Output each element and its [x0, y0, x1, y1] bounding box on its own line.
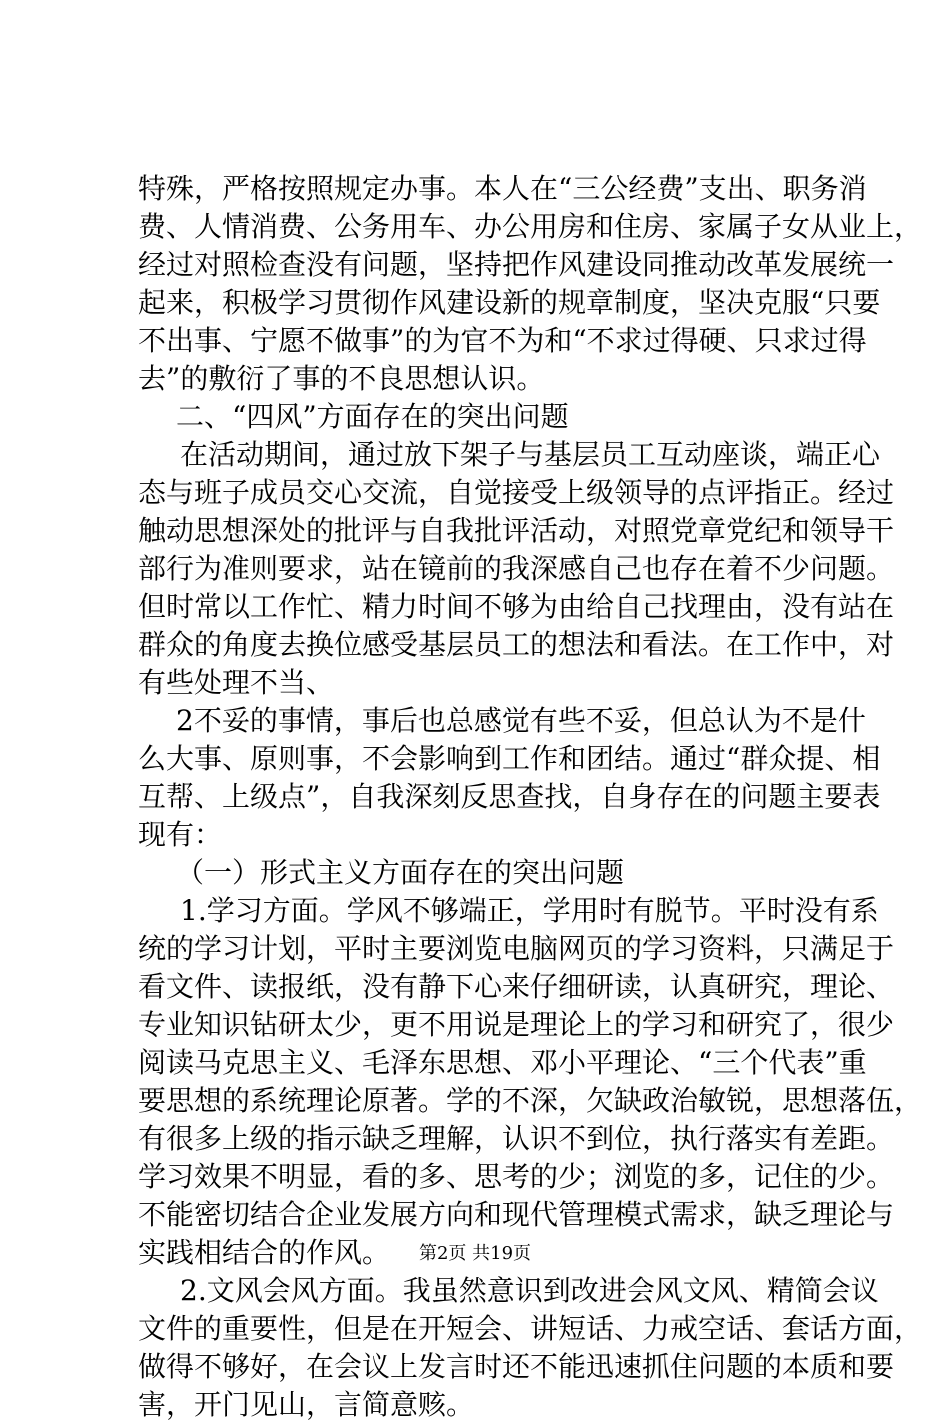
text-line: 触动思想深处的批评与自我批评活动，对照党章党纪和领导干 — [138, 514, 895, 547]
text-line: 2.文风会风方面。我虽然意识到改进会风文风、精简会议 — [180, 1274, 879, 1307]
text-line: 经过对照检查没有问题，坚持把作风建设同推动改革发展统一 — [138, 248, 895, 281]
text-line: 不出事、宁愿不做事”的为官不为和“不求过得硬、只求过得 — [138, 324, 867, 357]
text-line: 特殊，严格按照规定办事。本人在“三公经费”支出、职务消 — [138, 172, 867, 205]
text-line: 么大事、原则事，不会影响到工作和团结。通过“群众提、相 — [138, 742, 881, 775]
text-line: 1.学习方面。学风不够端正，学用时有脱节。平时没有系 — [180, 894, 879, 927]
text-line: 做得不够好，在会议上发言时还不能迅速抓住问题的本质和要 — [138, 1350, 895, 1383]
text-line: 统的学习计划，平时主要浏览电脑网页的学习资料，只满足于 — [138, 932, 895, 965]
text-line: 文件的重要性，但是在开短会、讲短话、力戒空话、套话方面， — [138, 1312, 923, 1345]
text-line: 2不妥的事情，事后也总感觉有些不妥，但总认为不是什 — [176, 704, 866, 737]
text-line: 看文件、读报纸，没有静下心来仔细研读，认真研究，理论、 — [138, 970, 895, 1003]
text-line: 态与班子成员交心交流，自觉接受上级领导的点评指正。经过 — [138, 476, 895, 509]
text-line: 互帮、上级点”，自我深刻反思查找，自身存在的问题主要表 — [138, 780, 881, 813]
text-line: 去”的敷衍了事的不良思想认识。 — [138, 362, 545, 395]
text-line: 不能密切结合企业发展方向和现代管理模式需求，缺乏理论与 — [138, 1198, 895, 1231]
text-line: 但时常以工作忙、精力时间不够为由给自己找理由，没有站在 — [138, 590, 895, 623]
text-line: 要思想的系统理论原著。学的不深，欠缺政治敏锐，思想落伍， — [138, 1084, 923, 1117]
text-line: 群众的角度去换位感受基层员工的想法和看法。在工作中，对 — [138, 628, 895, 661]
text-line: 二、“四风”方面存在的突出问题 — [176, 400, 569, 433]
text-line: 起来，积极学习贯彻作风建设新的规章制度，坚决克服“只要 — [138, 286, 881, 319]
text-line: 阅读马克思主义、毛泽东思想、邓小平理论、“三个代表”重 — [138, 1046, 867, 1079]
text-line: 部行为准则要求，站在镜前的我深感自己也存在着不少问题。 — [138, 552, 895, 585]
text-line: 费、人情消费、公务用车、办公用房和住房、家属子女从业上， — [138, 210, 923, 243]
text-line: 现有： — [138, 818, 223, 851]
text-line: 学习效果不明显，看的多、思考的少；浏览的多，记住的少。 — [138, 1160, 895, 1193]
text-line: 在活动期间，通过放下架子与基层员工互动座谈，端正心 — [180, 438, 881, 471]
text-line: 有很多上级的指示缺乏理解，认识不到位，执行落实有差距。 — [138, 1122, 895, 1155]
document-body — [138, 170, 923, 1424]
text-line: 有些处理不当、 — [138, 666, 335, 699]
text-line: 专业知识钻研太少，更不用说是理论上的学习和研究了，很少 — [138, 1008, 895, 1041]
text-line: 害，开门见山，言简意赅。 — [138, 1388, 475, 1421]
text-line: （一）形式主义方面存在的突出问题 — [176, 856, 625, 889]
text-line: 实践相结合的作风。 — [138, 1236, 391, 1269]
page-footer: 第2页 共19页 — [418, 1243, 532, 1264]
